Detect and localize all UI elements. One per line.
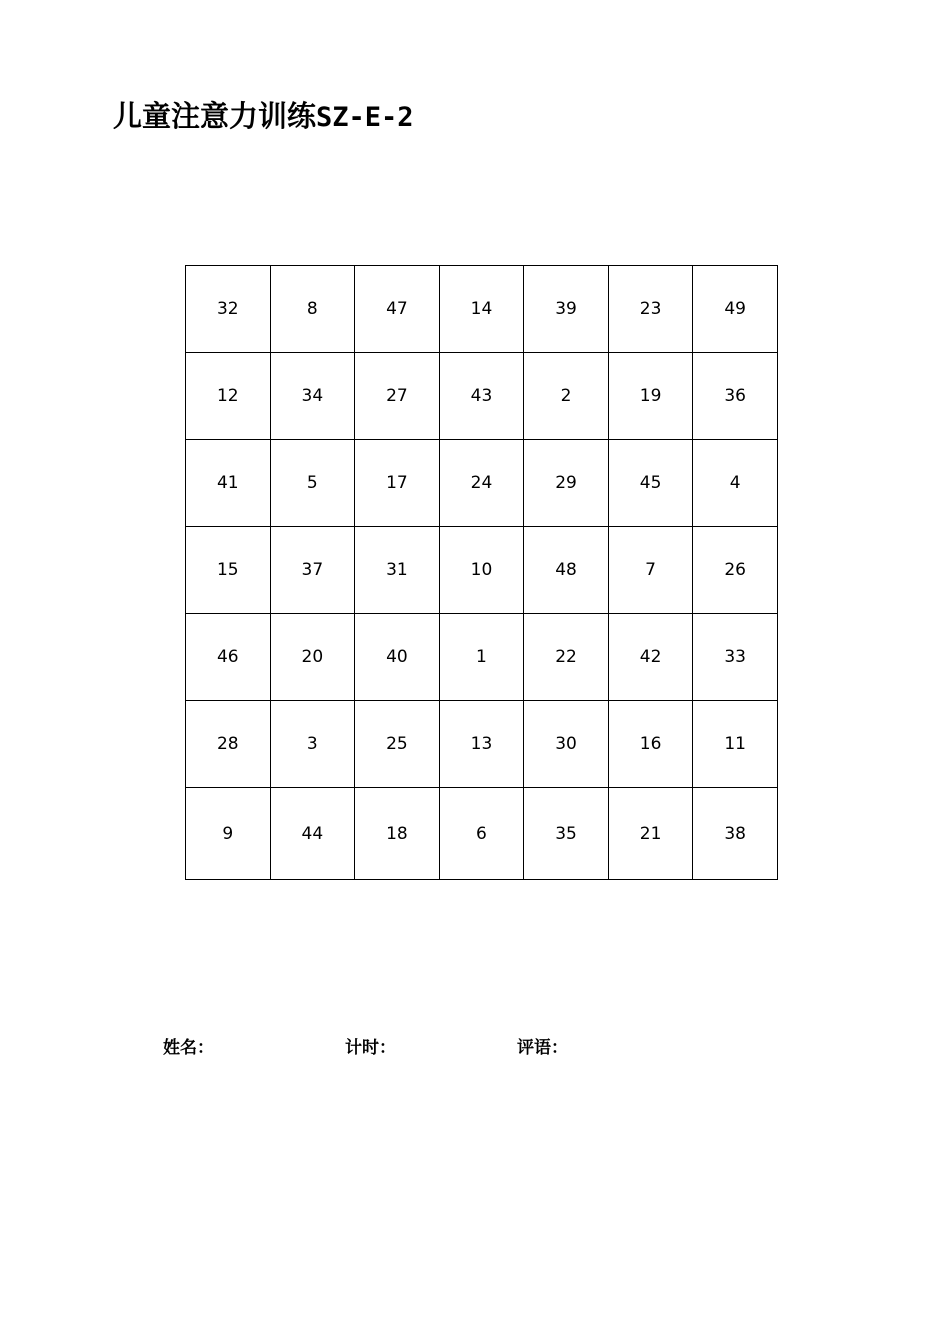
- grid-cell[interactable]: 37: [270, 527, 355, 614]
- grid-cell[interactable]: 7: [608, 527, 693, 614]
- grid-cell[interactable]: 40: [355, 614, 440, 701]
- grid-cell[interactable]: 17: [355, 440, 440, 527]
- grid-row: [186, 353, 778, 440]
- grid-cell[interactable]: 23: [608, 266, 693, 353]
- grid-cell[interactable]: 27: [355, 353, 440, 440]
- grid-cell[interactable]: 41: [186, 440, 271, 527]
- grid-cell[interactable]: 6: [439, 788, 524, 880]
- title-text: 儿童注意力训练: [113, 99, 317, 133]
- grid-cell[interactable]: 3: [270, 701, 355, 788]
- grid-cell[interactable]: 42: [608, 614, 693, 701]
- time-label: 计时：: [345, 1038, 396, 1058]
- grid-cell[interactable]: 49: [693, 266, 778, 353]
- grid-cell[interactable]: 28: [186, 701, 271, 788]
- grid-cell[interactable]: 8: [270, 266, 355, 353]
- grid-cell[interactable]: 26: [693, 527, 778, 614]
- title-code: SZ-E-2: [316, 102, 414, 133]
- grid-cell[interactable]: 33: [693, 614, 778, 701]
- grid-row: [186, 440, 778, 527]
- grid-cell[interactable]: 47: [355, 266, 440, 353]
- name-label: 姓名：: [163, 1038, 214, 1058]
- grid-cell[interactable]: 9: [186, 788, 271, 880]
- grid-cell[interactable]: 45: [608, 440, 693, 527]
- grid-cell[interactable]: 39: [524, 266, 609, 353]
- grid-cell[interactable]: 34: [270, 353, 355, 440]
- schulte-grid: [185, 265, 778, 880]
- grid-cell[interactable]: 44: [270, 788, 355, 880]
- grid-cell[interactable]: 21: [608, 788, 693, 880]
- grid-body: [186, 266, 778, 880]
- grid-cell[interactable]: 32: [186, 266, 271, 353]
- grid-cell[interactable]: 29: [524, 440, 609, 527]
- grid-cell[interactable]: 25: [355, 701, 440, 788]
- grid-cell[interactable]: 24: [439, 440, 524, 527]
- grid-row: [186, 266, 778, 353]
- grid-cell[interactable]: 38: [693, 788, 778, 880]
- grid-cell[interactable]: 1: [439, 614, 524, 701]
- comment-label: 评语：: [517, 1038, 568, 1058]
- grid-row: [186, 701, 778, 788]
- grid-cell[interactable]: 36: [693, 353, 778, 440]
- grid-row: [186, 614, 778, 701]
- grid-cell[interactable]: 4: [693, 440, 778, 527]
- grid-cell[interactable]: 20: [270, 614, 355, 701]
- grid-cell[interactable]: 13: [439, 701, 524, 788]
- grid-cell[interactable]: 48: [524, 527, 609, 614]
- grid-cell[interactable]: 43: [439, 353, 524, 440]
- grid-cell[interactable]: 5: [270, 440, 355, 527]
- grid-row: [186, 788, 778, 880]
- grid-row: [186, 527, 778, 614]
- grid-cell[interactable]: 46: [186, 614, 271, 701]
- grid-cell[interactable]: 12: [186, 353, 271, 440]
- grid-cell[interactable]: 19: [608, 353, 693, 440]
- page-title: [113, 96, 414, 138]
- grid-cell[interactable]: 22: [524, 614, 609, 701]
- grid-cell[interactable]: 15: [186, 527, 271, 614]
- grid-cell[interactable]: 16: [608, 701, 693, 788]
- grid-cell[interactable]: 30: [524, 701, 609, 788]
- grid-cell[interactable]: 35: [524, 788, 609, 880]
- grid-cell[interactable]: 11: [693, 701, 778, 788]
- grid-cell[interactable]: 14: [439, 266, 524, 353]
- grid-cell[interactable]: 2: [524, 353, 609, 440]
- grid-cell[interactable]: 18: [355, 788, 440, 880]
- grid-cell[interactable]: 10: [439, 527, 524, 614]
- grid-cell[interactable]: 31: [355, 527, 440, 614]
